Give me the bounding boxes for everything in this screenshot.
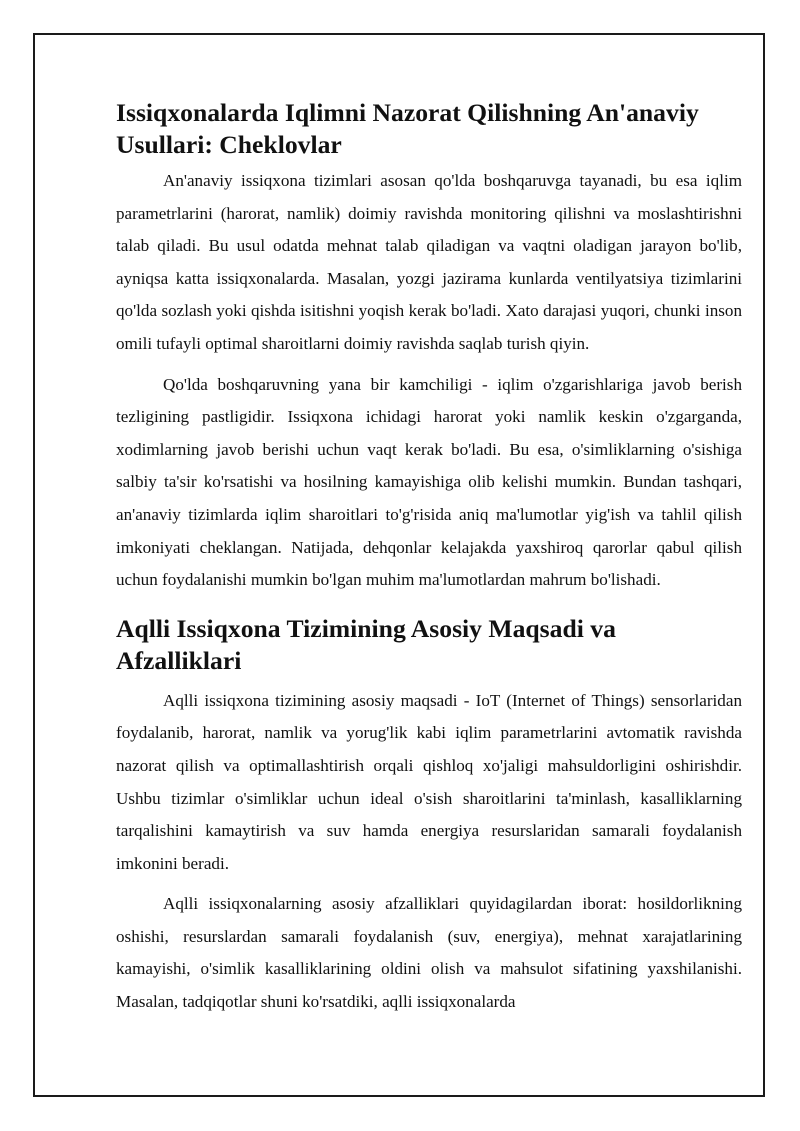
- paragraph-manual-control-drawbacks: Qo'lda boshqaruvning yana bir kamchiligi - iqlim o'zgarishlariga javob berish tezligining pastligidir. Issiqxona ichidagi harorat yoki namlik keskin o'zgarganda, xodimlarning javob berishi uchun vaqt kerak bo'ladi. Bu esa, o'simliklarning o'sishiga salbiy ta'sir ko'rsatishi va hosilning kamayishiga olib kelishi mumkin. Bundan tashqari, an'anaviy tizimlarda iqlim sharoitlari to'g'risida aniq ma'lumotlar yig'ish va tahlil qilish imkoniyati cheklangan. Natijada, dehqonlar kelajakda yaxshiroq qarorlar qabul qilish uchun foydalanishi mumkin bo'lgan muhim ma'lumotlardan mahrum bo'lishadi.: [116, 374, 742, 590]
- document-body: [116, 97, 742, 1019]
- section-heading-smart-greenhouse: Aqlli Issiqxona Tizimining Asosiy Maqsadi va Afzalliklari: [116, 613, 616, 675]
- paragraph-smart-greenhouse-advantages: Aqlli issiqxonalarning asosiy afzalliklari quyidagilardan iborat: hosildorlikning oshishi, resurslardan samarali foydalanish (suv, energiya), mehnat xarajatlarining kamayishi, o'simlik kasalliklarining oldini olish va mahsulot sifatining yaxshilanishi. Masalan, tadqiqotlar shuni ko'rsatdiki, aqlli issiqxonalarda: [116, 894, 742, 1012]
- section-heading-traditional-methods: Issiqxonalarda Iqlimni Nazorat Qilishning An'anaviy Usullari: Cheklovlar: [116, 98, 699, 159]
- paragraph-traditional-manual-control: An'anaviy issiqxona tizimlari asosan qo'lda boshqaruvga tayanadi, bu esa iqlim parametrlarini (harorat, namlik) doimiy ravishda monitoring qilishni va moslashtirishni talab qiladi. Bu usul odatda mehnat talab qiladigan va vaqtni oladigan jarayon bo'lib, ayniqsa katta issiqxonalarda. Masalan, yozgi jazirama kunlarda ventilyatsiya tizimlarini qo'lda sozlash yoki qishda isitishni yoqish kerak bo'ladi. Xato darajasi yuqori, chunki inson omili tufayli optimal sharoitlarni doimiy ravishda saqlab turish qiyin.: [116, 171, 742, 353]
- paragraph-smart-greenhouse-goal: Aqlli issiqxona tizimining asosiy maqsadi - IoT (Internet of Things) sensorlaridan foydalanib, harorat, namlik va yorug'lik kabi iqlim parametrlarini avtomatik ravishda nazorat qilish va optimallashtirish orqali qishloq xo'jaligi mahsuldorligini oshirishdir. Ushbu tizimlar o'simliklar uchun ideal o'sish sharoitlarini ta'minlash, kasalliklarning tarqalishini kamaytirish va suv hamda energiya resurslaridan samarali foydalanish imkonini beradi.: [116, 690, 742, 873]
